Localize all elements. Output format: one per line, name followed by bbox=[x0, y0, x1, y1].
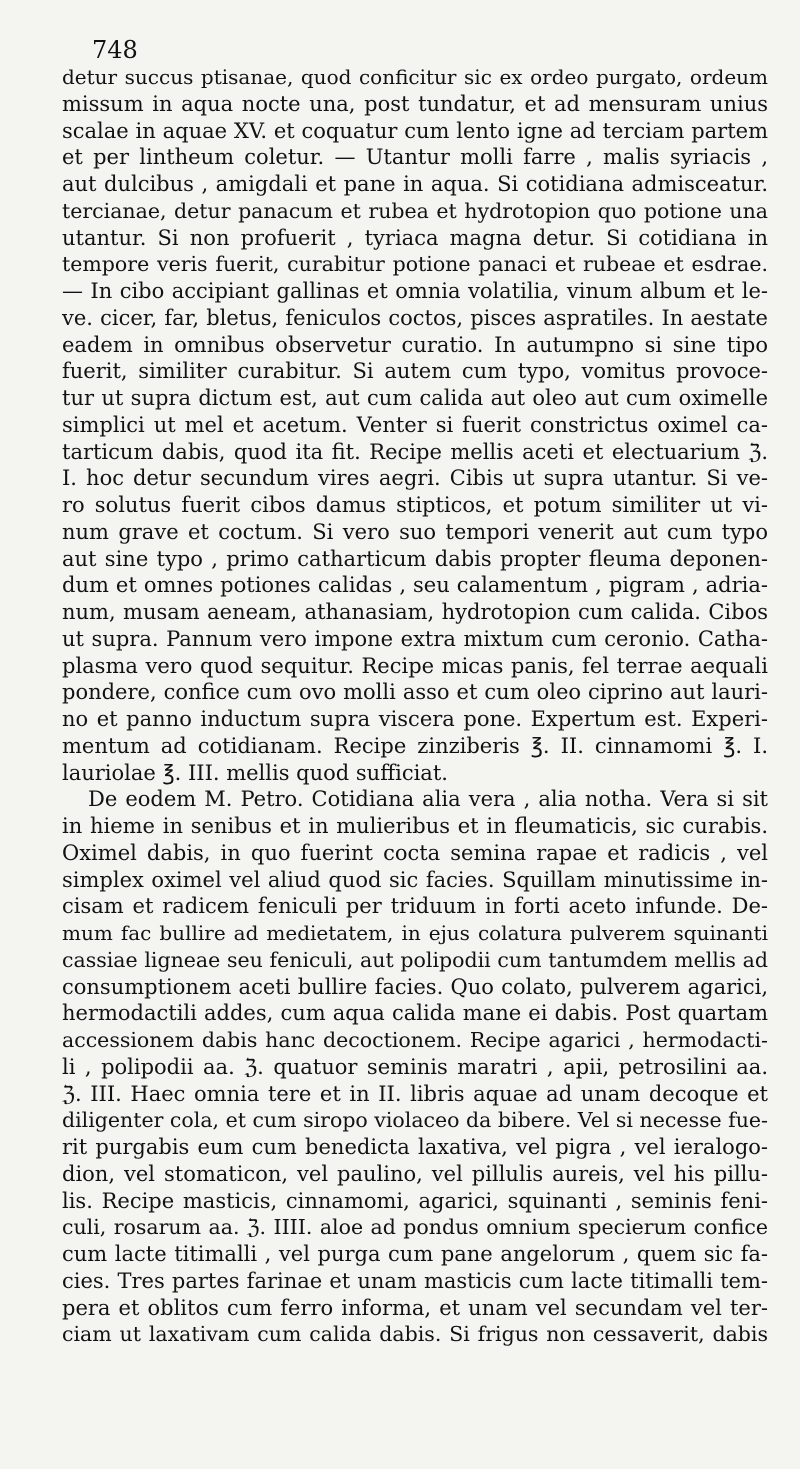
text-line: cies. Tres partes farinae et unam masticis cum lacte titimalli tem- bbox=[62, 1268, 768, 1293]
text-line: hermodactili addes, cum aqua calida mane ei dabis. Post quartam bbox=[62, 1001, 768, 1026]
text-line: ut supra. Pannum vero impone extra mixtum cum ceronio. Catha- bbox=[62, 626, 768, 651]
text-line: cassiae ligneae seu feniculi, aut polipodii cum tantumdem mellis ad bbox=[62, 947, 768, 972]
text-line: missum in aqua nocte una, post tundatur, et ad mensuram unius bbox=[62, 91, 768, 116]
text-line: et per lintheum coletur. — Utantur molli farre , malis syriacis , bbox=[62, 145, 768, 170]
text-line: Oximel dabis, in quo fuerint cocta semina rapae et radicis , vel bbox=[62, 840, 768, 865]
text-line: tercianae, detur panacum et rubea et hydrotopion quo potione una bbox=[62, 198, 768, 223]
text-line: cisam et radicem feniculi per triduum in forti aceto infunde. De- bbox=[62, 894, 768, 919]
text-line: aut dulcibus , amigdali et pane in aqua. Si cotidiana admisceatur. bbox=[62, 172, 768, 196]
text-line: lauriolae ℥. III. mellis quod sufficiat. bbox=[62, 760, 448, 785]
text-line: lis. Recipe masticis, cinnamomi, agarici, squinanti , seminis feni- bbox=[62, 1188, 768, 1213]
text-line: mentum ad cotidianam. Recipe zinziberis ℥. II. cinnamomi ℥. I. bbox=[62, 733, 768, 758]
text-line: in hieme in senibus et in mulieribus et in fleumaticis, sic curabis. bbox=[62, 814, 768, 838]
text-line: ciam ut laxativam cum calida dabis. Si frigus non cessaverit, dabis bbox=[62, 1322, 768, 1347]
text-line: mum fac bullire ad medietatem, in ejus colatura pulverem squinanti bbox=[62, 921, 768, 945]
text-line: accessionem dabis hanc decoctionem. Recipe agarici , hermodacti- bbox=[62, 1028, 768, 1052]
text-line: no et panno inductum supra viscera pone. Expertum est. Experi- bbox=[62, 707, 768, 731]
text-line: aut sine typo , primo catharticum dabis propter fleuma deponen- bbox=[62, 546, 768, 571]
text-line: tarticum dabis, quod ita fit. Recipe mellis aceti et electuarium ℨ. bbox=[62, 439, 768, 464]
page-number: 748 bbox=[92, 36, 138, 64]
text-line: ro solutus fuerit cibos damus stipticos, et potum similiter ut vi- bbox=[62, 493, 768, 517]
text-line: simplici ut mel et acetum. Venter si fuerit constrictus oximel ca- bbox=[62, 412, 768, 437]
text-line: pera et oblitos cum ferro informa, et unam vel secundam vel ter- bbox=[62, 1295, 768, 1320]
text-line: pondere, confice cum ovo molli asso et cum oleo ciprino aut lauri- bbox=[62, 680, 768, 705]
text-line: eadem in omnibus observetur curatio. In autumpno si sine tipo bbox=[62, 332, 768, 357]
text-line: cum lacte titimalli , vel purga cum pane angelorum , quem sic fa- bbox=[62, 1242, 768, 1266]
text-line: scalae in aquae XV. et coquatur cum lento igne ad terciam partem bbox=[62, 118, 768, 143]
text-line: plasma vero quod sequitur. Recipe micas panis, fel terrae aequali bbox=[62, 653, 768, 678]
text-line: li , polipodii aa. ℨ. quatuor seminis maratri , apii, petrosilini aa. bbox=[62, 1054, 768, 1079]
text-line: dion, vel stomaticon, vel paulino, vel pillulis aureis, vel his pillu- bbox=[62, 1161, 768, 1186]
text-line: rit purgabis eum cum benedicta laxativa, vel pigra , vel ieralogo- bbox=[62, 1135, 768, 1159]
text-line: ℨ. III. Haec omnia tere et in II. libris aquae ad unam decoque et bbox=[62, 1081, 768, 1106]
text-line: tur ut supra dictum est, aut cum calida aut oleo aut cum oximelle bbox=[62, 386, 768, 410]
text-line: dum et omnes potiones calidas , seu calamentum , pigram , adria- bbox=[62, 573, 768, 598]
body-text bbox=[62, 64, 768, 1348]
text-line: ve. cicer, far, bletus, feniculos coctos, pisces aspratiles. In aestate bbox=[62, 305, 768, 330]
text-line: I. hoc detur secundum vires aegri. Cibis ut supra utantur. Si ve- bbox=[62, 466, 768, 491]
text-line: diligenter cola, et cum siropo violaceo da bibere. Vel si necesse fue- bbox=[62, 1108, 768, 1133]
text-line: culi, rosarum aa. ℨ. IIII. aloe ad pondus omnium specierum confice bbox=[62, 1215, 768, 1240]
text-line: detur succus ptisanae, quod conficitur sic ex ordeo purgato, ordeum bbox=[62, 65, 768, 89]
text-line: consumptionem aceti bullire facies. Quo colato, pulverem agarici, bbox=[62, 974, 768, 999]
text-line: De eodem M. Petro. Cotidiana alia vera , alia notha. Vera si sit bbox=[88, 787, 768, 812]
text-line: — In cibo accipiant gallinas et omnia volatilia, vinum album et le- bbox=[62, 279, 768, 303]
text-line: num, musam aeneam, athanasiam, hydrotopion cum calida. Cibos bbox=[62, 600, 768, 624]
text-line: simplex oximel vel aliud quod sic facies. Squillam minutissime in- bbox=[62, 867, 768, 892]
text-line: num grave et coctum. Si vero suo tempori venerit aut cum typo bbox=[62, 519, 768, 544]
text-line: utantur. Si non profuerit , tyriaca magna detur. Si cotidiana in bbox=[62, 225, 768, 250]
text-line: fuerit, similiter curabitur. Si autem cum typo, vomitus provoce- bbox=[62, 359, 768, 384]
text-line: tempore veris fuerit, curabitur potione panaci et rubeae et esdrae. bbox=[62, 252, 768, 277]
